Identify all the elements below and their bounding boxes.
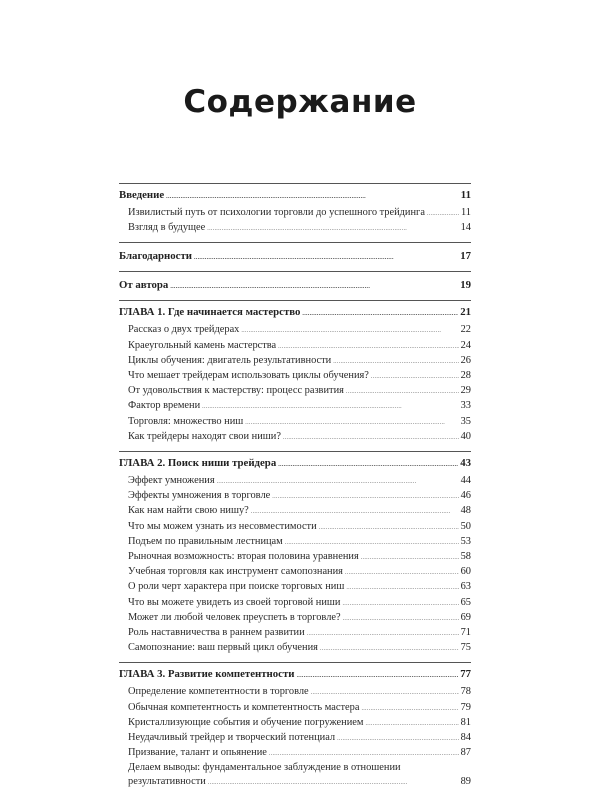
dot-leader: [272, 489, 458, 504]
toc-entry[interactable]: Рыночная возможность: вторая половина уравнения . . . 58: [119, 550, 471, 565]
dot-leader: [297, 667, 459, 683]
toc-entry[interactable]: Извилистый путь от психологии торговли до успешного трейдинга . . . 11: [119, 206, 471, 221]
dot-leader: [342, 596, 458, 611]
page-number: 44: [460, 475, 471, 487]
page-number: 21: [460, 306, 471, 319]
dot-leader: [346, 580, 458, 595]
toc-entry[interactable]: О роли черт характера при поиске торговых ниш . . . 63: [119, 580, 471, 595]
dot-leader: [207, 221, 458, 236]
dot-leader: [283, 430, 459, 445]
page-number: 19: [460, 279, 471, 292]
toc-entry-first-line[interactable]: Делаем выводы: фундаментальное заблуждение в отношении: [128, 762, 401, 774]
toc-entry[interactable]: Эффект умножения . . . 44: [119, 474, 471, 489]
toc-entry[interactable]: Призвание, талант и опьянение . . . 87: [119, 746, 471, 761]
dot-leader: [302, 305, 458, 321]
page-number: 53: [460, 535, 471, 547]
table-of-contents: [119, 183, 471, 790]
page-title: Содержание: [183, 84, 417, 120]
toc-section-intro: [119, 184, 471, 242]
dot-leader: [371, 369, 459, 384]
dot-leader: [208, 775, 459, 790]
page-number: 11: [460, 189, 471, 201]
toc-entry[interactable]: Фактор времени . . . 33: [119, 399, 471, 414]
toc-entry[interactable]: Как нам найти свою нишу? . . . 48: [119, 504, 471, 519]
page-number: 87: [460, 747, 471, 759]
toc-entry[interactable]: Что мы можем узнать из несовместимости . . . 50: [119, 520, 471, 535]
page-number: 58: [460, 551, 471, 563]
page-number: 65: [460, 596, 471, 608]
dot-leader: [337, 731, 459, 746]
page-number: 63: [460, 581, 471, 593]
page-number: 17: [460, 250, 471, 263]
dot-leader: [170, 278, 458, 294]
toc-entry[interactable]: Самопознание: ваш первый цикл обучения . . . 75: [119, 641, 471, 656]
toc-entry[interactable]: Что вы можете увидеть из своей торговой ниши . . . 65: [119, 596, 471, 611]
toc-heading[interactable]: ГЛАВА 1. Где начинается мастерство . . . 21: [119, 301, 471, 323]
toc-entry[interactable]: Обычная компетентность и компетентность мастера . . . 79: [119, 701, 471, 716]
dot-leader: [365, 716, 458, 731]
dot-leader: [278, 456, 458, 472]
page-number: 24: [460, 339, 471, 351]
toc-entry[interactable]: Что мешает трейдерам использовать циклы обучения? . . . 28: [119, 369, 471, 384]
dot-leader: [202, 399, 458, 414]
dot-leader: [333, 354, 458, 369]
page-number: 89: [460, 775, 471, 787]
toc-entry[interactable]: Рассказ о двух трейдерах . . . 22: [119, 323, 471, 338]
toc-entry[interactable]: Эффекты умножения в торговле . . . 46: [119, 489, 471, 504]
dot-leader: [278, 339, 458, 354]
toc-entry[interactable]: Роль наставничества в раннем развитии . . . 71: [119, 626, 471, 641]
toc-entry[interactable]: Подъем по правильным лестницам . . . 53: [119, 535, 471, 550]
dot-leader: [285, 535, 459, 550]
dot-leader: [166, 188, 459, 204]
page-number: 71: [460, 627, 471, 639]
toc-entry[interactable]: Торговля: множество ниш . . . 35: [119, 415, 471, 430]
dot-leader: [343, 611, 459, 626]
toc-section-acknowledgements: [119, 243, 471, 271]
page-number: 26: [460, 354, 471, 366]
dot-leader: [194, 249, 458, 265]
page-number: 81: [460, 716, 471, 728]
toc-entry[interactable]: Кристаллизующие события и обучение погружением . . . 81: [119, 716, 471, 731]
dot-leader: [269, 746, 459, 761]
page-number: 84: [460, 732, 471, 744]
dot-leader: [251, 504, 459, 519]
page-number: 40: [460, 430, 471, 442]
dot-leader: [361, 701, 458, 716]
toc-entry[interactable]: Краеугольный камень мастерства . . . 24: [119, 339, 471, 354]
dot-leader: [307, 626, 459, 641]
page-number: 50: [460, 520, 471, 532]
dot-leader: [361, 550, 459, 565]
dot-leader: [319, 520, 459, 535]
page-number: 60: [460, 566, 471, 578]
page-number: 46: [460, 490, 471, 502]
dot-leader: [346, 384, 459, 399]
toc-entry[interactable]: От удовольствия к мастерству: процесс развития . . . 29: [119, 384, 471, 399]
toc-heading[interactable]: От автора . . . 19: [119, 272, 471, 300]
dot-leader: [345, 565, 459, 580]
page-number: 75: [460, 642, 471, 654]
toc-heading[interactable]: ГЛАВА 3. Развитие компетентности . . . 77: [119, 663, 471, 685]
page-number: 22: [460, 324, 471, 336]
toc-section-author: [119, 272, 471, 300]
page-number: 79: [460, 701, 471, 713]
page-number: 78: [460, 686, 471, 698]
toc-entry[interactable]: Неудачливый трейдер и творческий потенциал . . . 84: [119, 731, 471, 746]
page-number: 48: [460, 505, 471, 517]
page-number: 28: [460, 370, 471, 382]
page-number: 29: [460, 385, 471, 397]
page-number: 43: [460, 457, 471, 470]
toc-heading[interactable]: Благодарности . . . 17: [119, 243, 471, 271]
dot-leader: [320, 641, 459, 656]
page-number: 77: [460, 668, 471, 681]
toc-entry[interactable]: Определение компетентности в торговле . . . 78: [119, 685, 471, 700]
toc-entry[interactable]: Как трейдеры находят свои ниши? . . . 40: [119, 430, 471, 445]
toc-entry[interactable]: Учебная торговля как инструмент самопознания . . . 60: [119, 565, 471, 580]
dot-leader: [245, 415, 458, 430]
page-number: 11: [460, 207, 471, 218]
page-number: 69: [460, 611, 471, 623]
dot-leader: [217, 474, 459, 489]
toc-entry[interactable]: Может ли любой человек преуспеть в торговле? . . . 69: [119, 611, 471, 626]
page-number: 33: [460, 400, 471, 412]
page-number: 35: [460, 415, 471, 427]
toc-entry[interactable]: Взгляд в будущее . . . 14: [119, 221, 471, 236]
dot-leader: [427, 206, 459, 221]
dot-leader: [241, 323, 458, 338]
dot-leader: [311, 685, 459, 700]
toc-entry[interactable]: результативности . . . 89: [119, 775, 471, 790]
toc-section-chapter-2: [119, 452, 471, 662]
toc-entry[interactable]: Циклы обучения: двигатель результативности . . . 26: [119, 354, 471, 369]
toc-heading[interactable]: ГЛАВА 2. Поиск ниши трейдера . . . 43: [119, 452, 471, 474]
toc-section-chapter-3: [119, 663, 471, 789]
toc-heading[interactable]: Введение . . . 11: [119, 184, 471, 206]
page-number: 14: [460, 222, 471, 234]
toc-section-chapter-1: [119, 301, 471, 451]
